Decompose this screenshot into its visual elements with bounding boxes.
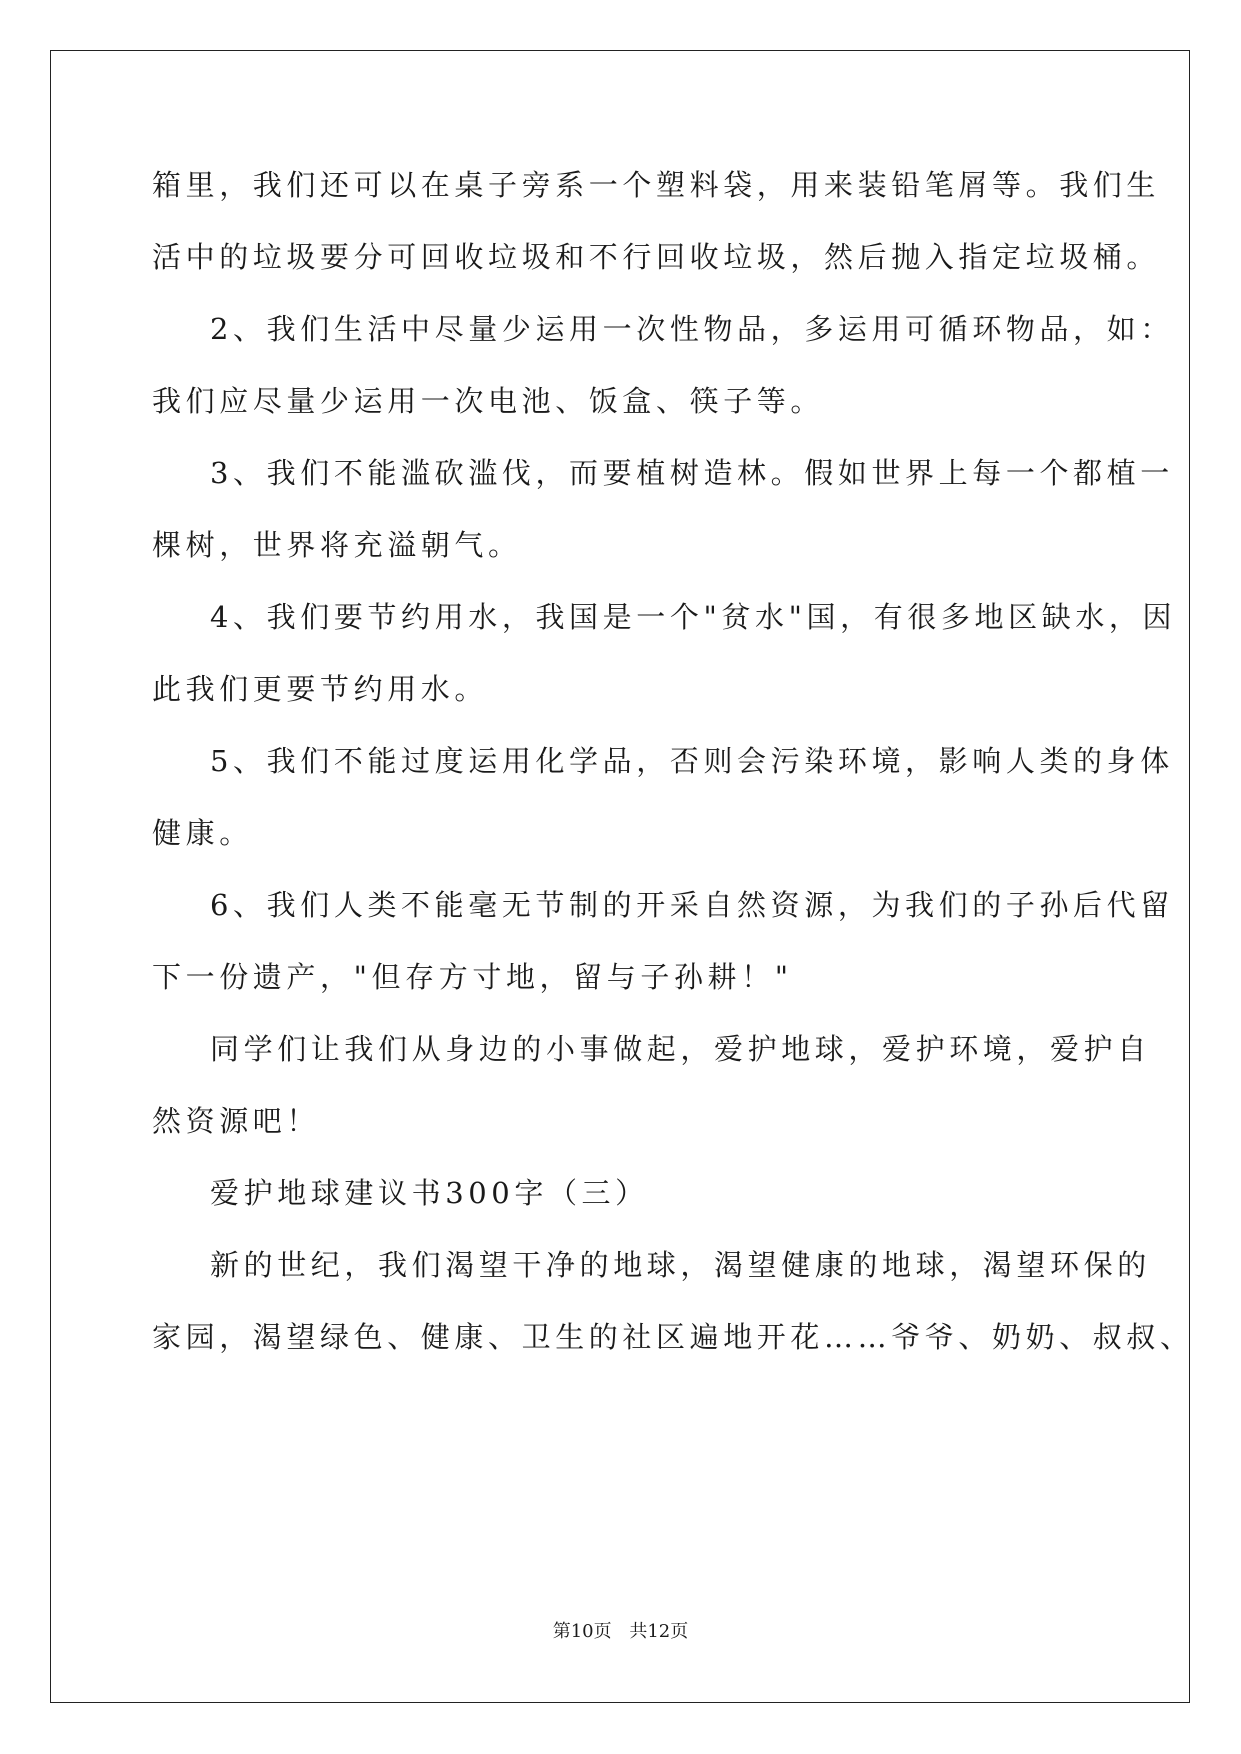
paragraph-start-line: 同学们让我们从身边的小事做起，爱护地球，爱护环境，爱护自 — [210, 1032, 1151, 1066]
text-line: 家园，渴望绿色、健康、卫生的社区遍地开花……爷爷、奶奶、叔叔、 — [152, 1320, 1194, 1354]
section-heading: 爱护地球建议书300字（三） — [210, 1176, 649, 1210]
text-line: 此我们更要节约用水。 — [152, 672, 489, 706]
paragraph-start-line: 3、我们不能滥砍滥伐，而要植树造林。假如世界上每一个都植一 — [210, 456, 1174, 490]
paragraph-start-line: 新的世纪，我们渴望干净的地球，渴望健康的地球，渴望环保的 — [210, 1248, 1151, 1282]
text-line: 箱里，我们还可以在桌子旁系一个塑料袋，用来装铅笔屑等。我们生 — [152, 168, 1161, 202]
text-line: 下一份遗产，"但存方寸地，留与子孙耕！" — [152, 960, 793, 994]
text-line: 活中的垃圾要分可回收垃圾和不行回收垃圾，然后抛入指定垃圾桶。 — [152, 240, 1161, 274]
text-line: 健康。 — [152, 816, 253, 850]
page-footer — [0, 1617, 1241, 1643]
text-line: 然资源吧！ — [152, 1104, 321, 1138]
page-border — [50, 50, 1190, 1703]
paragraph-start-line: 2、我们生活中尽量少运用一次性物品，多运用可循环物品，如： — [210, 312, 1174, 346]
paragraph-start-line: 5、我们不能过度运用化学品，否则会污染环境，影响人类的身体 — [210, 744, 1174, 778]
text-line: 我们应尽量少运用一次电池、饭盒、筷子等。 — [152, 384, 825, 418]
page-total: 共12页 — [629, 1621, 689, 1642]
page-number: 第10页 — [552, 1621, 612, 1642]
paragraph-start-line: 4、我们要节约用水，我国是一个"贫水"国，有很多地区缺水，因 — [210, 600, 1177, 634]
paragraph-start-line: 6、我们人类不能毫无节制的开采自然资源，为我们的子孙后代留 — [210, 888, 1174, 922]
text-line: 棵树，世界将充溢朝气。 — [152, 528, 522, 562]
